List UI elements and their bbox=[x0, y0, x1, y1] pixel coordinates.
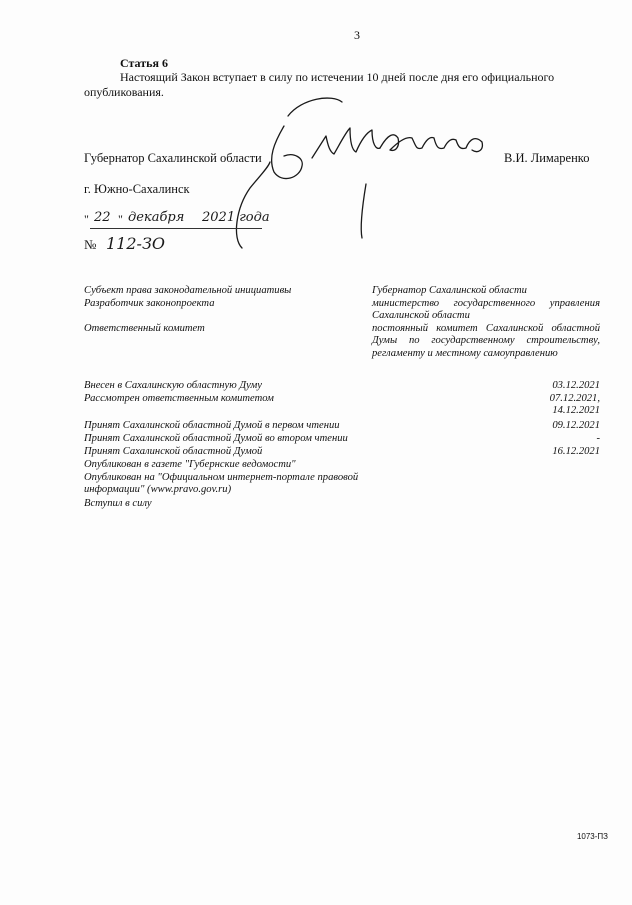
history-value: 07.12.2021, 14.12.2021 bbox=[549, 393, 600, 417]
article-title: Статья 6 bbox=[120, 56, 168, 70]
governor-name: В.И. Лимаренко bbox=[504, 151, 590, 165]
catalog-code: 1073-ПЗ bbox=[576, 832, 608, 841]
page-number: 3 bbox=[354, 28, 360, 42]
history-label: Опубликован в газете "Губернские ведомости" bbox=[84, 459, 296, 470]
article-body: Настоящий Закон вступает в силу по истечении 10 дней после дня его официального опубликования. bbox=[84, 70, 555, 99]
history-value: - bbox=[596, 433, 600, 444]
committee-value: постоянный комитет Сахалинской областной Думы по государственному строительству, регламенту и местному самоуправлению bbox=[372, 323, 600, 359]
date-day: 22 bbox=[94, 210, 111, 225]
history-label: Принят Сахалинской областной Думой bbox=[84, 446, 263, 457]
date-year: 2021 года bbox=[202, 210, 270, 225]
history-label: Рассмотрен ответственным комитетом bbox=[84, 393, 274, 404]
number-prefix: № bbox=[84, 237, 97, 252]
subject-label: Субъект права законодательной инициативы bbox=[84, 285, 292, 296]
developer-value: министерство государственного управления Сахалинской области bbox=[372, 298, 600, 322]
date-open-quote: " bbox=[84, 212, 89, 226]
number-value: 112-ЗО bbox=[106, 234, 166, 253]
signing-city: г. Южно-Сахалинск bbox=[84, 182, 190, 196]
signing-date bbox=[84, 212, 284, 234]
date-underline bbox=[90, 228, 262, 229]
history-label: Опубликован на "Официальном интернет-портале правовой информации" (www.pravo.gov.ru) bbox=[84, 472, 359, 496]
history-label: Принят Сахалинской областной Думой во втором чтении bbox=[84, 433, 348, 444]
history-value: 16.12.2021 bbox=[552, 446, 600, 457]
developer-label: Разработчик законопроекта bbox=[84, 298, 215, 309]
history-value: 03.12.2021 bbox=[552, 380, 600, 391]
date-close-quote: " bbox=[118, 212, 123, 226]
history-label: Вступил в силу bbox=[84, 498, 152, 509]
committee-label: Ответственный комитет bbox=[84, 323, 205, 334]
history-value: 09.12.2021 bbox=[552, 420, 600, 431]
date-month: декабря bbox=[128, 210, 185, 225]
history-label: Принят Сахалинской областной Думой в первом чтении bbox=[84, 420, 340, 431]
subject-value: Губернатор Сахалинской области bbox=[372, 285, 527, 296]
law-number bbox=[84, 235, 204, 257]
governor-title: Губернатор Сахалинской области bbox=[84, 151, 262, 165]
history-label: Внесен в Сахалинскую областную Думу bbox=[84, 380, 262, 391]
